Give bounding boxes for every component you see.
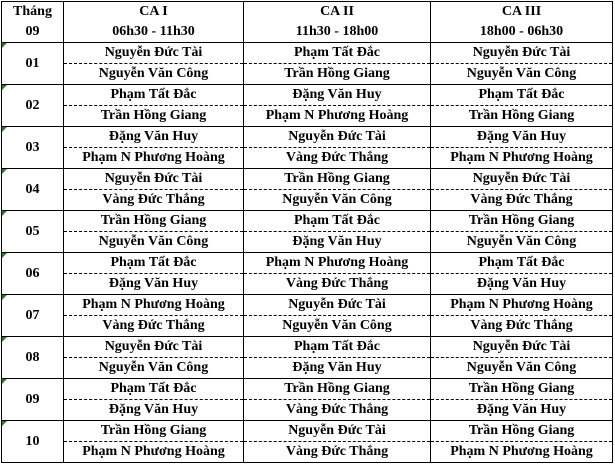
cell-comment-marker (2, 253, 7, 258)
staff-name-cell[interactable]: Trần Hồng Giang (431, 106, 613, 127)
staff-name-cell[interactable]: Phạm Tất Đắc (244, 211, 431, 232)
staff-name-cell[interactable]: Đặng Văn Huy (431, 127, 613, 148)
schedule-row (2, 64, 613, 85)
cell-comment-marker (2, 337, 7, 342)
staff-name-cell[interactable]: Trần Hồng Giang (64, 106, 244, 127)
staff-name-cell[interactable]: Đặng Văn Huy (64, 274, 244, 295)
staff-name-cell[interactable]: Phạm N Phương Hoàng (431, 442, 613, 463)
staff-name-cell[interactable]: Nguyễn Đức Tài (431, 169, 613, 190)
staff-name-cell[interactable]: Trần Hồng Giang (64, 211, 244, 232)
staff-name-cell[interactable]: Trần Hồng Giang (431, 379, 613, 400)
schedule-row (2, 442, 613, 463)
staff-name-cell[interactable]: Nguyễn Đức Tài (244, 295, 431, 316)
schedule-row (2, 421, 613, 442)
day-number: 04 (25, 181, 40, 197)
day-number: 03 (25, 139, 40, 155)
staff-name-cell[interactable]: Vàng Đức Thắng (244, 274, 431, 295)
day-cell[interactable] (2, 85, 64, 127)
staff-name-cell[interactable]: Phạm Tất Đắc (64, 253, 244, 274)
staff-name-cell[interactable]: Vàng Đức Thắng (431, 316, 613, 337)
staff-name-cell[interactable]: Trần Hồng Giang (64, 421, 244, 442)
schedule-row (2, 358, 613, 379)
staff-name-cell[interactable]: Nguyễn Văn Công (64, 358, 244, 379)
staff-name-cell[interactable]: Nguyễn Văn Công (64, 64, 244, 85)
schedule-row (2, 190, 613, 211)
staff-name-cell[interactable]: Trần Hồng Giang (244, 379, 431, 400)
staff-name-cell[interactable]: Đặng Văn Huy (244, 85, 431, 106)
shift-name: CA II (320, 4, 354, 19)
schedule-row (2, 337, 613, 358)
staff-name-cell[interactable]: Phạm N Phương Hoàng (64, 148, 244, 169)
staff-name-cell[interactable]: Vàng Đức Thắng (244, 148, 431, 169)
schedule-row (2, 400, 613, 421)
shift-time: 11h30 - 18h00 (295, 24, 379, 39)
staff-name-cell[interactable]: Phạm Tất Đắc (244, 337, 431, 358)
day-cell[interactable] (2, 421, 64, 463)
schedule-row (2, 211, 613, 232)
staff-name-cell[interactable]: Đặng Văn Huy (431, 274, 613, 295)
day-cell[interactable] (2, 253, 64, 295)
staff-name-cell[interactable]: Phạm N Phương Hoàng (244, 106, 431, 127)
schedule-row (2, 232, 613, 253)
staff-name-cell[interactable]: Nguyễn Đức Tài (244, 127, 431, 148)
staff-name-cell[interactable]: Đặng Văn Huy (64, 127, 244, 148)
shift-header-ca3[interactable] (431, 2, 613, 43)
staff-name-cell[interactable]: Nguyễn Văn Công (431, 358, 613, 379)
schedule-row (2, 295, 613, 316)
staff-name-cell[interactable]: Trần Hồng Giang (244, 169, 431, 190)
day-number: 06 (25, 265, 40, 281)
staff-name-cell[interactable]: Nguyễn Đức Tài (431, 337, 613, 358)
staff-name-cell[interactable]: Nguyễn Đức Tài (64, 169, 244, 190)
staff-name-cell[interactable]: Phạm N Phương Hoàng (431, 148, 613, 169)
staff-name-cell[interactable]: Phạm N Phương Hoàng (431, 295, 613, 316)
day-cell[interactable] (2, 211, 64, 253)
cell-comment-marker (2, 295, 7, 300)
staff-name-cell[interactable]: Vàng Đức Thắng (431, 190, 613, 211)
staff-name-cell[interactable]: Nguyễn Văn Công (64, 232, 244, 253)
shift-name: CA I (139, 4, 168, 19)
cell-comment-marker (2, 85, 7, 90)
staff-name-cell[interactable]: Phạm Tất Đắc (431, 253, 613, 274)
schedule-row (2, 169, 613, 190)
staff-name-cell[interactable]: Nguyễn Văn Công (244, 190, 431, 211)
day-cell[interactable] (2, 337, 64, 379)
month-value: 09 (25, 24, 40, 39)
staff-name-cell[interactable]: Trần Hồng Giang (431, 421, 613, 442)
cell-comment-marker (2, 421, 7, 426)
header-row (2, 2, 613, 43)
staff-name-cell[interactable]: Đặng Văn Huy (431, 400, 613, 421)
day-cell[interactable] (2, 295, 64, 337)
staff-name-cell[interactable]: Vàng Đức Thắng (244, 400, 431, 421)
staff-name-cell[interactable]: Phạm N Phương Hoàng (244, 253, 431, 274)
staff-name-cell[interactable]: Nguyễn Văn Công (431, 232, 613, 253)
day-number: 10 (25, 433, 40, 449)
schedule-row (2, 43, 613, 64)
shift-header-ca1[interactable] (64, 2, 244, 43)
shift-header-ca2[interactable] (244, 2, 431, 43)
staff-name-cell[interactable]: Nguyễn Văn Công (431, 64, 613, 85)
staff-name-cell[interactable]: Nguyễn Đức Tài (64, 43, 244, 64)
schedule-row (2, 106, 613, 127)
schedule-row (2, 274, 613, 295)
staff-name-cell[interactable]: Nguyễn Đức Tài (244, 421, 431, 442)
day-cell[interactable] (2, 379, 64, 421)
day-number: 08 (25, 349, 40, 365)
cell-comment-marker (2, 43, 7, 48)
staff-name-cell[interactable]: Phạm N Phương Hoàng (64, 295, 244, 316)
shift-time: 18h00 - 06h30 (479, 24, 564, 39)
month-label: Tháng (13, 4, 52, 19)
schedule-body (2, 43, 613, 463)
shift-name: CA III (501, 4, 542, 19)
day-number: 07 (25, 307, 40, 323)
day-number: 01 (25, 55, 40, 71)
schedule-row (2, 379, 613, 400)
day-number: 02 (25, 97, 40, 113)
schedule-row (2, 85, 613, 106)
staff-name-cell[interactable]: Đặng Văn Huy (244, 358, 431, 379)
day-number: 05 (25, 223, 40, 239)
staff-name-cell[interactable]: Phạm N Phương Hoàng (64, 442, 244, 463)
cell-comment-marker (2, 127, 7, 132)
cell-comment-marker (2, 169, 7, 174)
staff-name-cell[interactable]: Nguyễn Đức Tài (64, 337, 244, 358)
schedule-row (2, 316, 613, 337)
staff-name-cell[interactable]: Nguyễn Văn Công (244, 316, 431, 337)
staff-name-cell[interactable]: Phạm Tất Đắc (244, 43, 431, 64)
schedule-row (2, 127, 613, 148)
staff-name-cell[interactable]: Trần Hồng Giang (244, 64, 431, 85)
day-number: 09 (25, 391, 40, 407)
duty-schedule-table (1, 1, 613, 463)
day-cell[interactable] (2, 43, 64, 85)
staff-name-cell[interactable]: Phạm Tất Đắc (431, 85, 613, 106)
staff-name-cell[interactable]: Nguyễn Đức Tài (431, 43, 613, 64)
staff-name-cell[interactable]: Đặng Văn Huy (64, 400, 244, 421)
day-cell[interactable] (2, 127, 64, 169)
month-header-cell[interactable] (2, 2, 64, 43)
staff-name-cell[interactable]: Đặng Văn Huy (244, 232, 431, 253)
schedule-row (2, 253, 613, 274)
staff-name-cell[interactable]: Trần Hồng Giang (431, 211, 613, 232)
day-cell[interactable] (2, 169, 64, 211)
staff-name-cell[interactable]: Vàng Đức Thắng (64, 316, 244, 337)
shift-time: 06h30 - 11h30 (112, 24, 195, 39)
schedule-row (2, 148, 613, 169)
staff-name-cell[interactable]: Vàng Đức Thắng (244, 442, 431, 463)
cell-comment-marker (2, 379, 7, 384)
cell-comment-marker (2, 211, 7, 216)
staff-name-cell[interactable]: Phạm Tất Đắc (64, 379, 244, 400)
staff-name-cell[interactable]: Phạm Tất Đắc (64, 85, 244, 106)
staff-name-cell[interactable]: Vàng Đức Thắng (64, 190, 244, 211)
